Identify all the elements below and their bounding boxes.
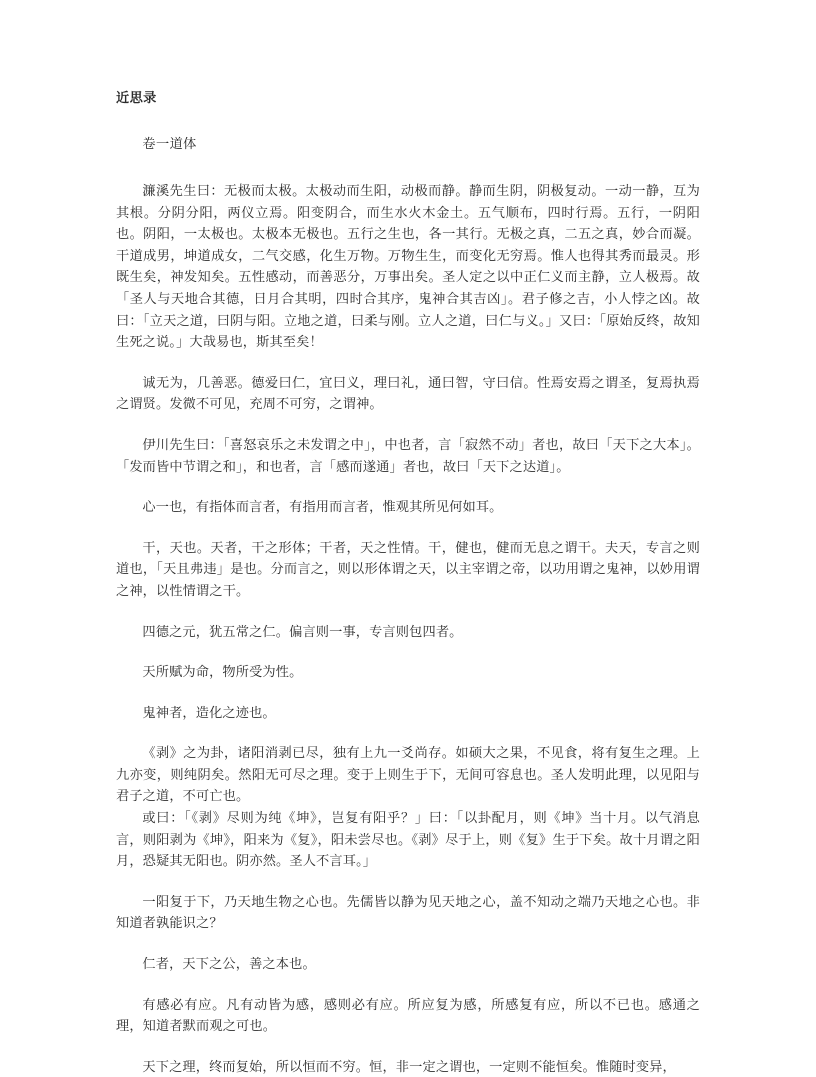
paragraph-block bbox=[116, 537, 700, 602]
body-paragraph: 心一也，有指体而言者，有指用而言者，惟观其所见何如耳。 bbox=[142, 499, 503, 515]
paragraph-block bbox=[116, 742, 700, 807]
body-paragraph: 一阳复于下，乃天地生物之心也。先儒皆以静为见天地之心，盖不知动之端乃天地之心也。非知道者孰能识之？ bbox=[116, 893, 700, 931]
body-paragraph: 濂溪先生曰：无极而太极。太极动而生阳，动极而静。静而生阴，阴极复动。一动一静，互为其根。分阴分阳，两仪立焉。阳变阴合，而生水火木金土。五气顺布，四时行焉。五行，一阴阳也。阴阳，一太极也。太极本无极也。五行之生也，各一其行。无极之真，二五之真，妙合而凝。干道成男，坤道成女，二气交感，化生万物。万物生生，而变化无穷焉。惟人也得其秀而最灵。形既生矣，神发知矣。五性感动，而善恶分，万事出矣。圣人定之以中正仁义而主静，立人极焉。故「圣人与天地合其德，日月合其明，四时合其序，鬼神合其吉凶」。君子修之吉，小人悖之凶。故曰：「立天之道，曰阴与阳。立地之道，曰柔与刚。立人之道，曰仁与义。」又曰：「原始反终，故知生死之说。」大哉易也，斯其至矣！ bbox=[116, 183, 700, 350]
paragraph-block bbox=[116, 621, 700, 643]
paragraph-block bbox=[116, 1056, 700, 1077]
paragraph-block bbox=[116, 953, 700, 975]
paragraph-block bbox=[116, 372, 700, 415]
body-paragraph: 鬼神者，造化之迹也。 bbox=[142, 704, 276, 720]
body-paragraph: 伊川先生曰：「喜怒哀乐之未发谓之中」，中也者，言「寂然不动」者也，故曰「天下之大本」。「发而皆中节谓之和」，和也者，言「感而遂通」者也，故曰「天下之达道」。 bbox=[116, 436, 700, 474]
body-paragraph: 或曰：「《剥》尽则为纯《坤》，岂复有阳乎？」曰：「以卦配月，则《坤》当十月。以气消息言，则阳剥为《坤》，阳来为《复》，阳未尝尽也。《剥》尽于上，则《复》生于下矣。故十月谓之阳月，恐疑其无阳也。阴亦然。圣人不言耳。」 bbox=[116, 810, 700, 869]
paragraph-block bbox=[116, 661, 700, 683]
paragraph-block bbox=[116, 434, 700, 477]
document-title: 近思录 bbox=[116, 90, 157, 105]
body-paragraph: 天所赋为命，物所受为性。 bbox=[142, 664, 303, 680]
paragraph-block bbox=[116, 702, 700, 724]
body-paragraph: 《剥》之为卦，诸阳消剥已尽，独有上九一爻尚存。如硕大之果，不见食，将有复生之理。上九亦变，则纯阴矣。然阳无可尽之理。变于上则生于下，无间可容息也。圣人发明此理，以见阳与君子之道，不可亡也。 bbox=[116, 745, 700, 804]
chapter-heading: 卷一道体 bbox=[142, 136, 197, 151]
body-paragraph: 四德之元，犹五常之仁。偏言则一事，专言则包四者。 bbox=[142, 623, 463, 639]
body-paragraph: 诚无为，几善恶。德爱曰仁，宜曰义，理曰礼，通曰智，守曰信。性焉安焉之谓圣，复焉执焉之谓贤。发微不可见，充周不可穷，之谓神。 bbox=[116, 374, 700, 412]
paragraph-block bbox=[116, 891, 700, 934]
paragraph-block bbox=[116, 496, 700, 518]
paragraph-block bbox=[116, 994, 700, 1037]
body-paragraph: 有感必有应。凡有动皆为感，感则必有应。所应复为感，所感复有应，所以不已也。感通之理，知道者默而观之可也。 bbox=[116, 996, 700, 1034]
paragraph-block bbox=[116, 180, 700, 353]
body-paragraph: 天下之理，终而复始，所以恒而不穷。恒，非一定之谓也，一定则不能恒矣。惟随时变异， bbox=[142, 1058, 676, 1074]
paragraph-block bbox=[116, 807, 700, 872]
body-paragraph: 干，天也。天者，干之形体；干者，天之性情。干，健也，健而无息之谓干。夫天，专言之则道也，「天且弗违」是也。分而言之，则以形体谓之天，以主宰谓之帝，以功用谓之鬼神，以妙用谓之神，以性情谓之干。 bbox=[116, 539, 700, 598]
body-paragraph: 仁者，天下之公，善之本也。 bbox=[142, 956, 316, 972]
